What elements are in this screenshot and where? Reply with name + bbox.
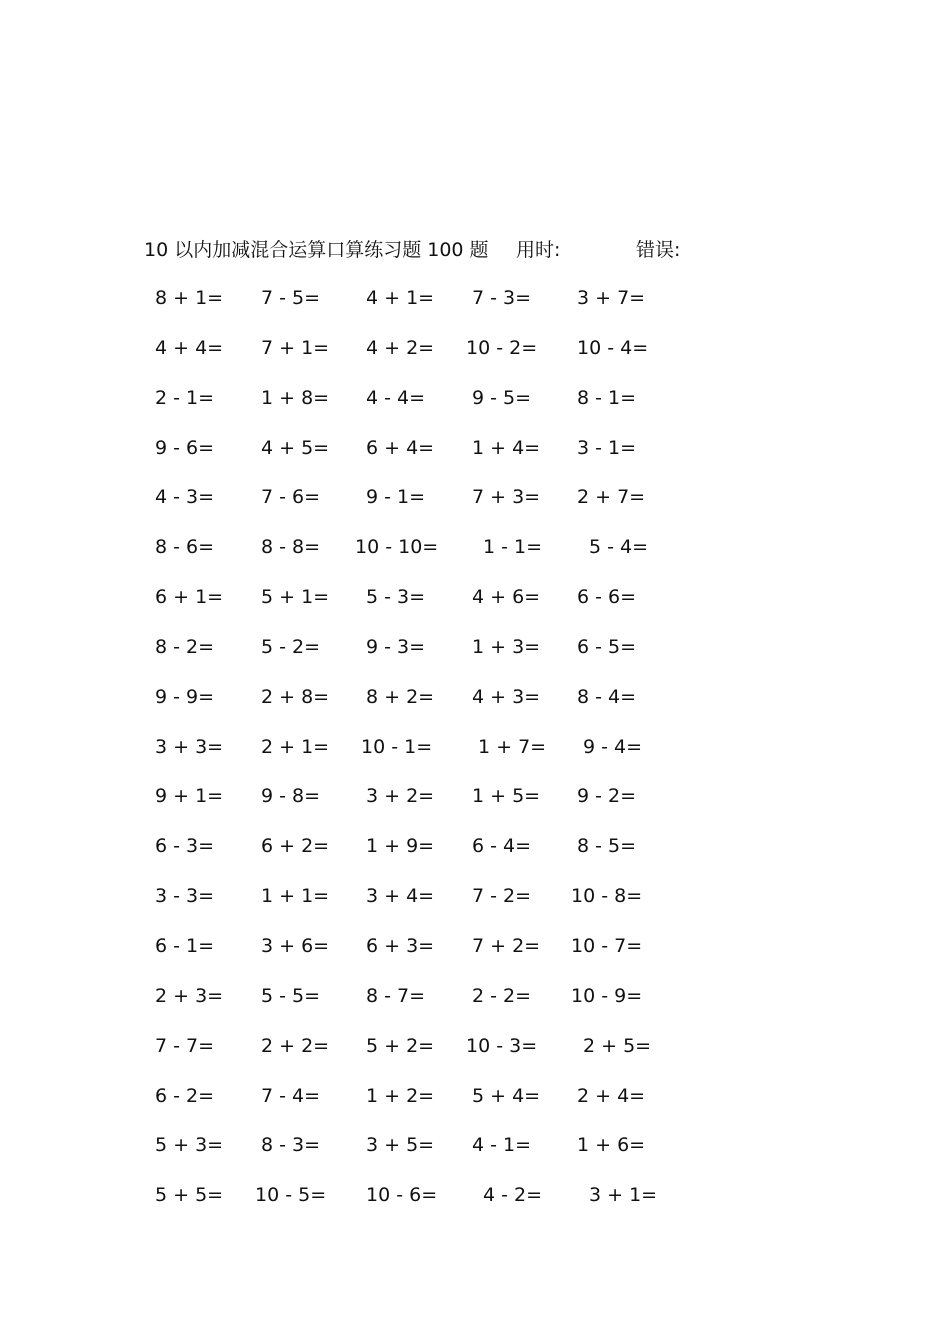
problem-item: 7 - 4= — [261, 1084, 321, 1107]
problem-item: 9 - 5= — [472, 386, 532, 409]
time-used-label: 用时: — [516, 239, 561, 261]
problem-item: 1 + 2= — [366, 1084, 435, 1107]
problem-item: 7 - 7= — [155, 1034, 215, 1057]
problem-item: 2 + 3= — [155, 984, 224, 1007]
problem-item: 8 - 4= — [577, 685, 637, 708]
problem-item: 7 - 6= — [261, 486, 321, 509]
problem-item: 4 - 4= — [366, 386, 426, 409]
problem-item: 2 + 5= — [583, 1034, 652, 1057]
problem-item: 4 - 2= — [483, 1184, 543, 1207]
problem-item: 5 + 1= — [261, 586, 330, 609]
problem-item: 4 - 3= — [155, 486, 215, 509]
problem-item: 5 + 3= — [155, 1134, 224, 1157]
problem-item: 4 + 5= — [261, 436, 330, 459]
problem-item: 4 + 2= — [366, 336, 435, 359]
problem-item: 9 - 3= — [366, 635, 426, 658]
problem-item: 8 + 1= — [155, 287, 224, 309]
problem-item: 1 + 7= — [478, 735, 547, 758]
problem-row — [0, 623, 950, 673]
problem-item: 5 + 5= — [155, 1184, 224, 1207]
problem-row — [0, 573, 950, 623]
problem-item: 6 - 6= — [577, 586, 637, 609]
problem-row — [0, 972, 950, 1022]
problem-item: 6 + 3= — [366, 934, 435, 957]
problem-item: 5 + 4= — [472, 1084, 541, 1107]
problem-item: 6 + 1= — [155, 586, 224, 609]
problem-row — [0, 723, 950, 773]
problem-item: 9 - 1= — [366, 486, 426, 509]
problem-item: 6 - 1= — [155, 934, 215, 957]
problem-row — [0, 872, 950, 922]
problem-item: 5 - 3= — [366, 586, 426, 609]
problem-item: 10 - 10= — [355, 536, 439, 559]
problem-item: 6 - 3= — [155, 835, 215, 858]
problem-item: 10 - 9= — [571, 984, 643, 1007]
problem-item: 2 - 1= — [155, 386, 215, 409]
problem-item: 10 - 3= — [466, 1034, 538, 1057]
problem-row — [0, 772, 950, 822]
problem-item: 3 + 4= — [366, 885, 435, 908]
problem-item: 4 + 6= — [472, 586, 541, 609]
problem-item: 2 + 1= — [261, 735, 330, 758]
problem-item: 3 + 1= — [589, 1184, 658, 1207]
problem-item: 3 + 2= — [366, 785, 435, 808]
problem-item: 9 - 8= — [261, 785, 321, 808]
problem-item: 1 + 4= — [472, 436, 541, 459]
problem-item: 6 + 4= — [366, 436, 435, 459]
problem-item: 7 + 3= — [472, 486, 541, 509]
problem-item: 9 + 1= — [155, 785, 224, 808]
problem-item: 9 - 2= — [577, 785, 637, 808]
problem-item: 1 + 9= — [366, 835, 435, 858]
problem-item: 5 - 5= — [261, 984, 321, 1007]
problem-item: 7 + 2= — [472, 934, 541, 957]
problem-row — [0, 1022, 950, 1072]
problem-item: 1 + 8= — [261, 386, 330, 409]
problem-item: 10 - 7= — [571, 934, 643, 957]
problem-item: 6 - 4= — [472, 835, 532, 858]
problem-item: 1 + 1= — [261, 885, 330, 908]
problem-item: 3 + 6= — [261, 934, 330, 957]
problem-item: 8 - 8= — [261, 536, 321, 559]
problem-item: 2 + 8= — [261, 685, 330, 708]
problem-item: 7 + 1= — [261, 336, 330, 359]
problem-item: 6 + 2= — [261, 835, 330, 858]
problem-row — [0, 274, 950, 324]
problem-item: 4 + 3= — [472, 685, 541, 708]
problem-item: 1 + 5= — [472, 785, 541, 808]
problem-row — [0, 374, 950, 424]
problem-item: 2 + 7= — [577, 486, 646, 509]
problem-row — [0, 1072, 950, 1122]
problem-item: 6 - 2= — [155, 1084, 215, 1107]
errors-label: 错误: — [636, 239, 681, 261]
problem-item: 8 - 1= — [577, 386, 637, 409]
problem-item: 8 - 7= — [366, 984, 426, 1007]
problem-item: 3 + 7= — [577, 287, 646, 309]
problem-item: 9 - 6= — [155, 436, 215, 459]
problem-item: 7 - 3= — [472, 287, 532, 309]
problem-item: 5 + 2= — [366, 1034, 435, 1057]
problem-row — [0, 822, 950, 872]
problem-item: 1 - 1= — [483, 536, 543, 559]
problem-item: 10 - 4= — [577, 336, 649, 359]
problem-row — [0, 673, 950, 723]
problem-item: 10 - 1= — [361, 735, 433, 758]
problem-item: 3 - 3= — [155, 885, 215, 908]
problem-item: 8 + 2= — [366, 685, 435, 708]
problem-item: 5 - 2= — [261, 635, 321, 658]
problem-item: 8 - 5= — [577, 835, 637, 858]
problem-item: 10 - 5= — [255, 1184, 327, 1207]
problem-item: 9 - 4= — [583, 735, 643, 758]
problem-item: 2 - 2= — [472, 984, 532, 1007]
problem-item: 3 - 1= — [577, 436, 637, 459]
problem-item: 10 - 2= — [466, 336, 538, 359]
problem-item: 4 - 1= — [472, 1134, 532, 1157]
problem-item: 8 - 3= — [261, 1134, 321, 1157]
problem-item: 8 - 6= — [155, 536, 215, 559]
problem-item: 6 - 5= — [577, 635, 637, 658]
problem-row — [0, 424, 950, 474]
problem-item: 2 + 2= — [261, 1034, 330, 1057]
problem-item: 7 - 5= — [261, 287, 321, 309]
problem-item: 10 - 6= — [366, 1184, 438, 1207]
problem-row — [0, 324, 950, 374]
problem-item: 4 + 4= — [155, 336, 224, 359]
problem-grid — [0, 274, 950, 1221]
problem-item: 3 + 5= — [366, 1134, 435, 1157]
problem-item: 1 + 3= — [472, 635, 541, 658]
problem-item: 4 + 1= — [366, 287, 435, 309]
problem-item: 1 + 6= — [577, 1134, 646, 1157]
problem-item: 7 - 2= — [472, 885, 532, 908]
problem-row — [0, 1171, 950, 1221]
problem-row — [0, 523, 950, 573]
problem-item: 8 - 2= — [155, 635, 215, 658]
problem-item: 2 + 4= — [577, 1084, 646, 1107]
problem-row — [0, 1121, 950, 1171]
problem-item: 5 - 4= — [589, 536, 649, 559]
problem-item: 3 + 3= — [155, 735, 224, 758]
problem-item: 10 - 8= — [571, 885, 643, 908]
problem-row — [0, 922, 950, 972]
problem-row — [0, 473, 950, 523]
worksheet-title: 10 以内加减混合运算口算练习题 100 题 — [144, 239, 489, 261]
problem-item: 9 - 9= — [155, 685, 215, 708]
